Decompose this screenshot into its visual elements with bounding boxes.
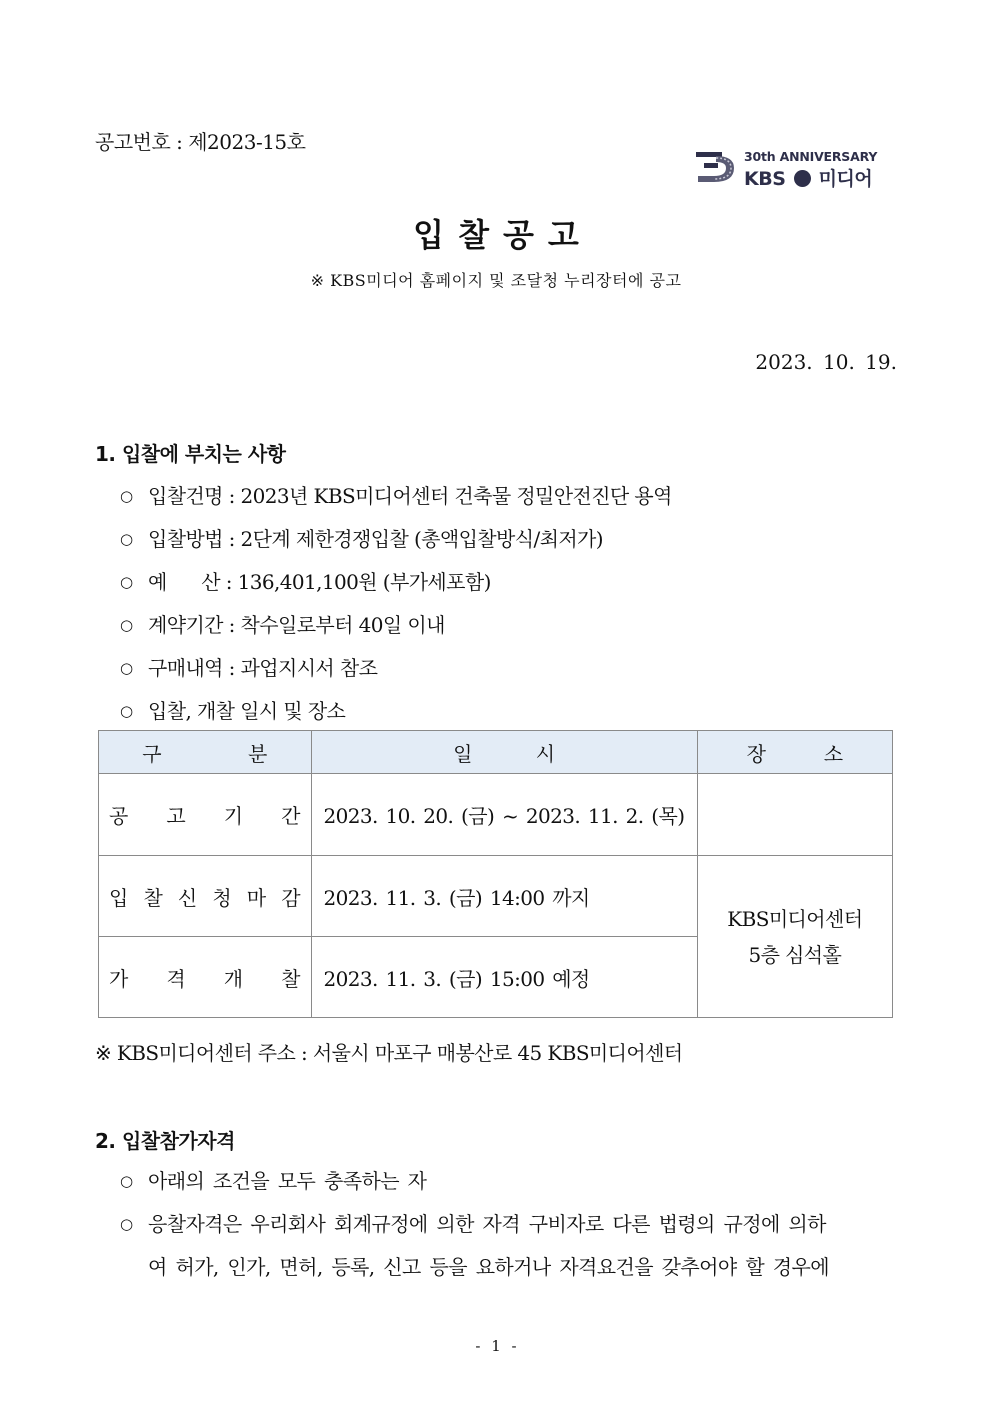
category-char: 고 <box>166 804 186 828</box>
row-place <box>697 774 892 856</box>
item-text: 응찰자격은 우리회사 회계규정에 의한 자격 구비자로 다른 법령의 규정에 의하 <box>148 1212 826 1236</box>
category-char: 감 <box>281 885 301 910</box>
place-line: KBS미디어센터 <box>727 906 863 931</box>
item-value: 2단계 제한경쟁입찰 (총액입찰방식/최저가) <box>240 527 603 551</box>
list-item <box>120 523 603 552</box>
section-1-heading: 1. 입찰에 부치는 사항 <box>95 442 286 466</box>
category-char: 개 <box>223 966 244 991</box>
page-number: - 1 - <box>475 1337 517 1355</box>
list-item <box>120 480 672 509</box>
bullet-icon: ○ <box>120 487 133 505</box>
category-char: 찰 <box>143 885 163 910</box>
logo-kbs: KBS <box>744 168 786 190</box>
address-note: ※ KBS미디어센터 주소 : 서울시 마포구 매봉산로 45 KBS미디어센터 <box>95 1041 683 1065</box>
header-char: 구 <box>142 741 162 766</box>
bullet-icon: ○ <box>120 573 133 591</box>
list-item <box>120 609 445 638</box>
document-date: 2023. 10. 19. <box>755 350 897 374</box>
row-category <box>99 856 312 937</box>
subtitle: ※ KBS미디어 홈페이지 및 조달청 누리장터에 공고 <box>310 271 682 290</box>
bullet-icon: ○ <box>120 659 133 677</box>
separator: : <box>222 613 241 637</box>
separator: : <box>222 527 241 551</box>
item-value: 2023년 KBS미디어센터 건축물 정밀안전진단 용역 <box>240 484 672 508</box>
row-datetime: 2023. 10. 20. (금) ~ 2023. 11. 2. (목) <box>311 774 697 856</box>
list-item <box>120 1208 826 1237</box>
header-char: 시 <box>535 741 556 766</box>
item-value: 과업지시서 참조 <box>240 656 378 680</box>
category-char: 기 <box>223 804 244 828</box>
row-category <box>99 937 312 1018</box>
table-row <box>99 856 893 937</box>
notice-number: 공고번호 : 제2023-15호 <box>95 130 306 154</box>
section-2-heading: 2. 입찰참가자격 <box>95 1129 235 1153</box>
category-char: 가 <box>109 966 129 991</box>
category-char: 간 <box>281 804 301 828</box>
item-label: 입찰, 개찰 일시 및 장소 <box>148 699 346 723</box>
header-char: 소 <box>823 741 844 766</box>
logo-anniversary-text: 30th ANNIVERSARY <box>744 149 878 164</box>
list-item <box>120 652 377 681</box>
list-item <box>120 1165 426 1194</box>
list-item <box>120 566 491 595</box>
table-row <box>99 774 893 856</box>
row-category <box>99 774 312 856</box>
kbs-media-logo <box>694 148 899 188</box>
bullet-icon: ○ <box>120 530 133 548</box>
header-category <box>99 731 312 774</box>
header-place <box>697 731 892 774</box>
table-header-row <box>99 731 893 774</box>
category-char: 공 <box>109 804 129 828</box>
separator: : <box>222 484 241 508</box>
item-value: 착수일로부터 40일 이내 <box>240 613 445 637</box>
bullet-icon: ○ <box>120 1172 133 1190</box>
item-label: 예 산 <box>148 570 220 594</box>
category-char: 찰 <box>281 966 301 991</box>
header-datetime <box>311 731 697 774</box>
item-label: 입찰건명 <box>148 484 223 508</box>
anniversary-30-logo-icon <box>694 150 742 186</box>
category-char: 신 <box>177 885 198 910</box>
category-char: 청 <box>212 885 232 910</box>
category-char: 입 <box>109 885 129 910</box>
row-datetime: 2023. 11. 3. (금) 14:00 까지 <box>311 856 697 937</box>
schedule-table <box>98 730 893 1018</box>
list-item <box>120 695 345 724</box>
category-char: 격 <box>166 966 186 991</box>
item-label: 구매내역 <box>148 656 223 680</box>
header-char: 장 <box>746 741 766 766</box>
logo-kbs-text <box>744 164 872 191</box>
logo-media: 미디어 <box>818 168 873 190</box>
separator: : <box>220 570 238 594</box>
bullet-icon: ○ <box>120 616 133 634</box>
page-title: 입찰공고 <box>413 216 593 254</box>
bullet-icon: ○ <box>120 702 133 720</box>
row-place-merged <box>697 856 892 1018</box>
item-label: 계약기간 <box>148 613 223 637</box>
category-char: 마 <box>246 885 267 910</box>
item-text: 아래의 조건을 모두 충족하는 자 <box>148 1169 427 1193</box>
header-char: 일 <box>453 741 473 766</box>
place-line: 5층 심석홀 <box>748 942 842 967</box>
list-item-continuation: 여 허가, 인가, 면허, 등록, 신고 등을 요하거나 자격요건을 갖추어야 할 경우에 <box>148 1255 829 1279</box>
item-value: 136,401,100원 (부가세포함) <box>237 570 491 594</box>
item-label: 입찰방법 <box>148 527 223 551</box>
separator: : <box>222 656 241 680</box>
row-datetime: 2023. 11. 3. (금) 15:00 예정 <box>311 937 697 1018</box>
header-char: 분 <box>247 741 268 766</box>
bullet-icon: ○ <box>120 1215 133 1233</box>
kbs-emblem-icon <box>794 170 811 187</box>
